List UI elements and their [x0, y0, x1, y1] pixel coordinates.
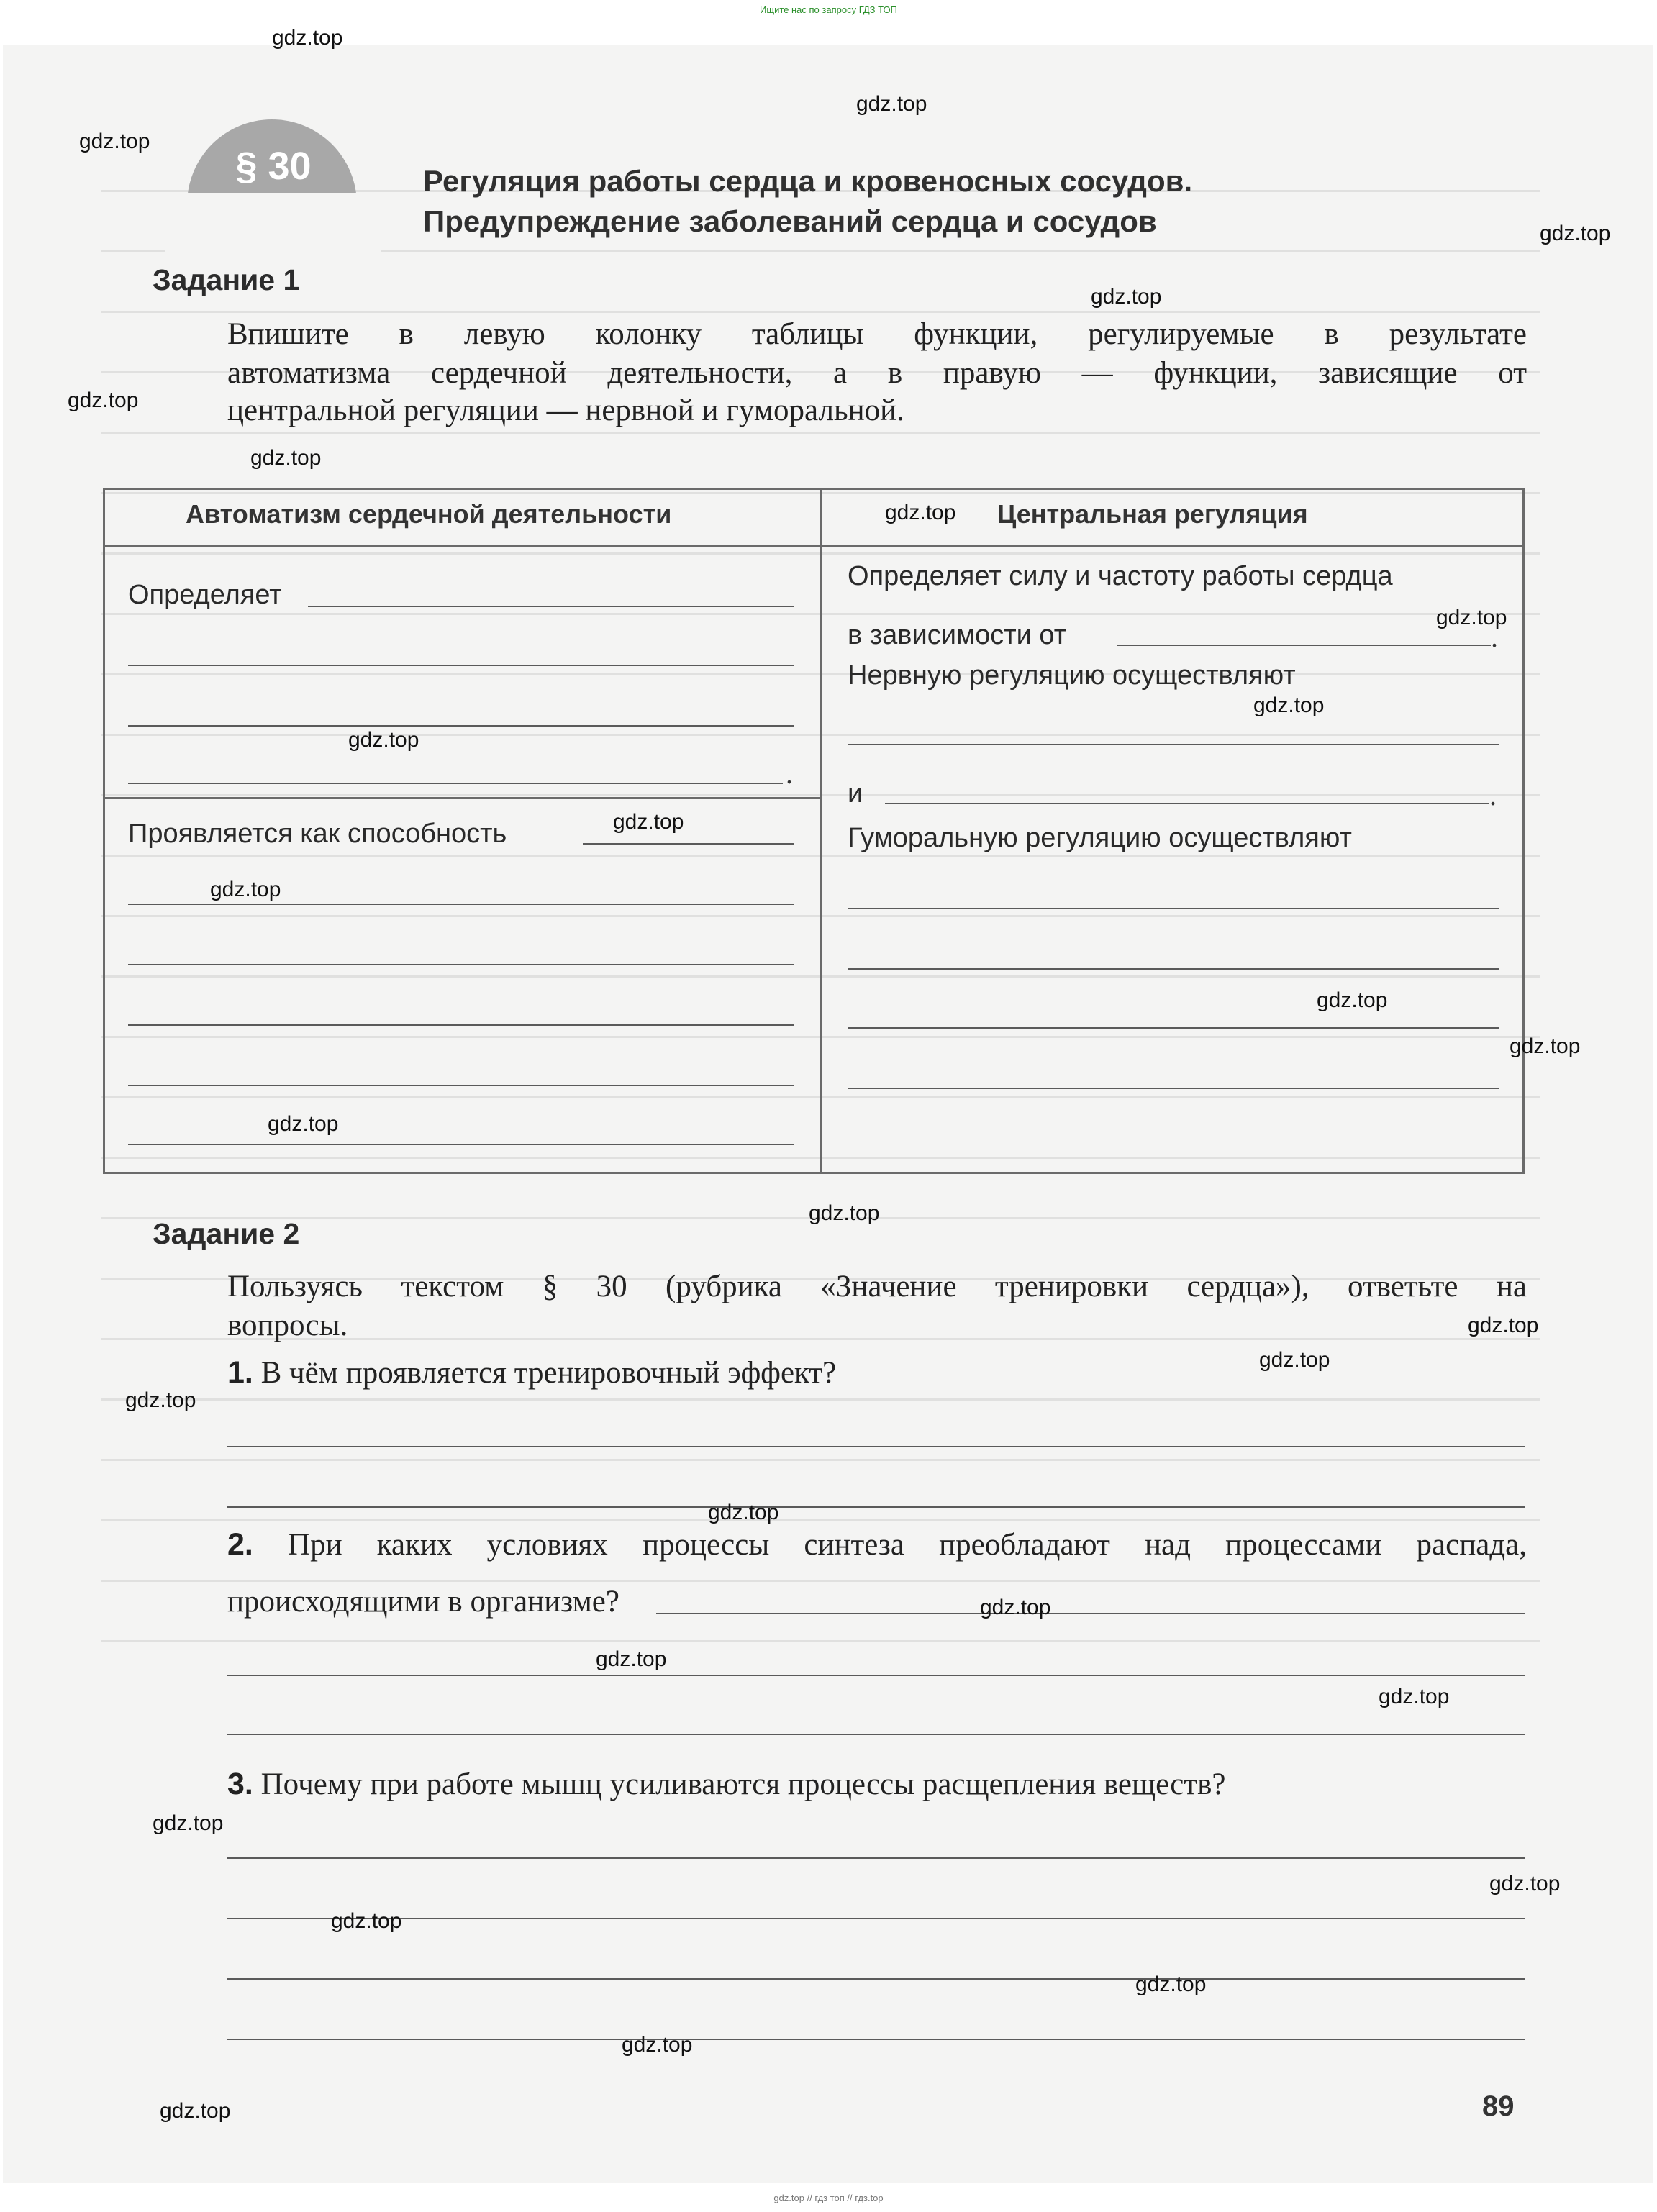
watermark: gdz.top: [125, 1388, 196, 1412]
watermark: gdz.top: [613, 810, 684, 834]
watermark: gdz.top: [708, 1501, 779, 1524]
right-cell-line-3: Нервную регуляцию осуществляют: [848, 660, 1296, 691]
left-cell-defines-label: Определяет: [128, 580, 282, 610]
watermark: gdz.top: [856, 92, 927, 116]
period-mark: .: [1489, 779, 1497, 811]
right-cell-line-1: Определяет силу и частоту работы сердца: [848, 561, 1393, 591]
answer-line[interactable]: [1117, 645, 1491, 646]
watermark: gdz.top: [596, 1647, 667, 1671]
watermark: gdz.top: [268, 1112, 339, 1136]
period-mark: .: [1491, 621, 1498, 653]
question-2-line-2: происходящими в организме?: [227, 1585, 619, 1619]
bottom-banner: gdz.top // гдз топ // гдз.top: [773, 2193, 884, 2203]
watermark: gdz.top: [1317, 988, 1388, 1012]
answer-line[interactable]: [227, 1978, 1525, 1980]
section-number: § 30: [235, 145, 312, 188]
watermark: gdz.top: [809, 1201, 880, 1225]
watermark: gdz.top: [1259, 1348, 1330, 1372]
watermark: gdz.top: [348, 728, 419, 752]
watermark: gdz.top: [331, 1909, 402, 1933]
watermark: gdz.top: [1540, 222, 1611, 245]
task2-heading: Задание 2: [153, 1217, 300, 1250]
right-cell-line-2: в зависимости от: [848, 620, 1067, 650]
watermark: gdz.top: [250, 446, 322, 470]
answer-line[interactable]: [128, 1024, 794, 1026]
answer-line[interactable]: [128, 1144, 794, 1145]
answer-line[interactable]: [128, 665, 794, 666]
left-cell-ability-label: Проявляется как способность: [128, 819, 507, 849]
page-number: 89: [1482, 2090, 1515, 2122]
table-header-automatism: Автоматизм сердечной деятельности: [186, 499, 672, 529]
answer-line[interactable]: [885, 803, 1489, 804]
question-1-text: В чём проявляется тренировочный эффект?: [260, 1356, 837, 1390]
question-3-text: Почему при работе мышц усиливаются процессы расщепления веществ?: [260, 1767, 1226, 1801]
watermark: gdz.top: [1091, 285, 1162, 309]
answer-line[interactable]: [227, 1734, 1525, 1735]
task1-instruction-line-2: автоматизма сердечной деятельности, а в правую — функции, зависящие от: [227, 356, 1527, 390]
question-1: [227, 1355, 836, 1391]
watermark: gdz.top: [153, 1811, 224, 1835]
answer-line[interactable]: [128, 783, 783, 784]
watermark: gdz.top: [885, 501, 956, 524]
table-header-line: [103, 545, 1525, 547]
watermark: gdz.top: [1135, 1972, 1207, 1996]
section-title-line-2: Предупреждение заболеваний сердца и сосудов: [423, 204, 1157, 238]
task1-heading: Задание 1: [153, 263, 300, 296]
right-cell-line-4: и: [848, 778, 863, 809]
answer-line[interactable]: [128, 964, 794, 965]
table-header-central-regulation: Центральная регуляция: [997, 499, 1308, 529]
answer-line[interactable]: [656, 1613, 1525, 1614]
answer-line[interactable]: [128, 725, 794, 727]
question-3-number: 3.: [227, 1767, 253, 1801]
period-mark: .: [786, 757, 793, 790]
answer-line[interactable]: [583, 843, 794, 845]
watermark: gdz.top: [68, 388, 139, 412]
answer-line[interactable]: [227, 1506, 1525, 1508]
answer-line[interactable]: [308, 606, 794, 607]
answer-line[interactable]: [848, 1027, 1499, 1029]
watermark: gdz.top: [272, 26, 343, 50]
task1-instruction-line-1: Впишите в левую колонку таблицы функции, регулируемые в результате: [227, 317, 1527, 351]
table-column-divider: [820, 488, 822, 1174]
task2-instruction-line-1: Пользуясь текстом § 30 (рубрика «Значение тренировки сердца»), ответьте на: [227, 1270, 1527, 1303]
question-2-line-1: [227, 1525, 1527, 1565]
answer-line[interactable]: [848, 744, 1499, 745]
question-1-number: 1.: [227, 1355, 253, 1390]
answer-line[interactable]: [848, 908, 1499, 909]
top-banner: Ищите нас по запросу ГДЗ ТОП: [760, 4, 897, 15]
watermark: gdz.top: [1510, 1034, 1581, 1058]
task2-instruction-line-2: вопросы.: [227, 1308, 348, 1342]
table-row-divider: [103, 797, 821, 799]
watermark: gdz.top: [622, 2033, 693, 2057]
watermark: gdz.top: [1468, 1314, 1539, 1337]
watermark: gdz.top: [1489, 1872, 1561, 1895]
answer-line[interactable]: [128, 1085, 794, 1086]
watermark: gdz.top: [79, 129, 150, 153]
watermark: gdz.top: [1253, 693, 1325, 717]
answer-line[interactable]: [227, 1857, 1525, 1859]
watermark: gdz.top: [210, 878, 281, 901]
right-cell-line-5: Гуморальную регуляцию осуществляют: [848, 823, 1352, 853]
question-3: [227, 1767, 1226, 1802]
answer-line[interactable]: [227, 2039, 1525, 2040]
answer-line[interactable]: [227, 1675, 1525, 1676]
answer-line[interactable]: [848, 1088, 1499, 1089]
answer-line[interactable]: [848, 968, 1499, 970]
answer-line[interactable]: [227, 1446, 1525, 1447]
question-2-text: При каких условиях процессы синтеза преобладают над процессами распада,: [288, 1528, 1527, 1562]
question-2-number: 2.: [227, 1527, 253, 1562]
answer-line[interactable]: [128, 904, 794, 905]
task1-instruction-line-3: центральной регуляции — нервной и гуморальной.: [227, 393, 904, 427]
watermark: gdz.top: [160, 2099, 231, 2123]
watermark: gdz.top: [1436, 606, 1507, 629]
section-title-line-1: Регуляция работы сердца и кровеносных сосудов.: [423, 164, 1193, 198]
answer-line[interactable]: [227, 1918, 1525, 1919]
watermark: gdz.top: [980, 1596, 1051, 1619]
watermark: gdz.top: [1379, 1685, 1450, 1708]
